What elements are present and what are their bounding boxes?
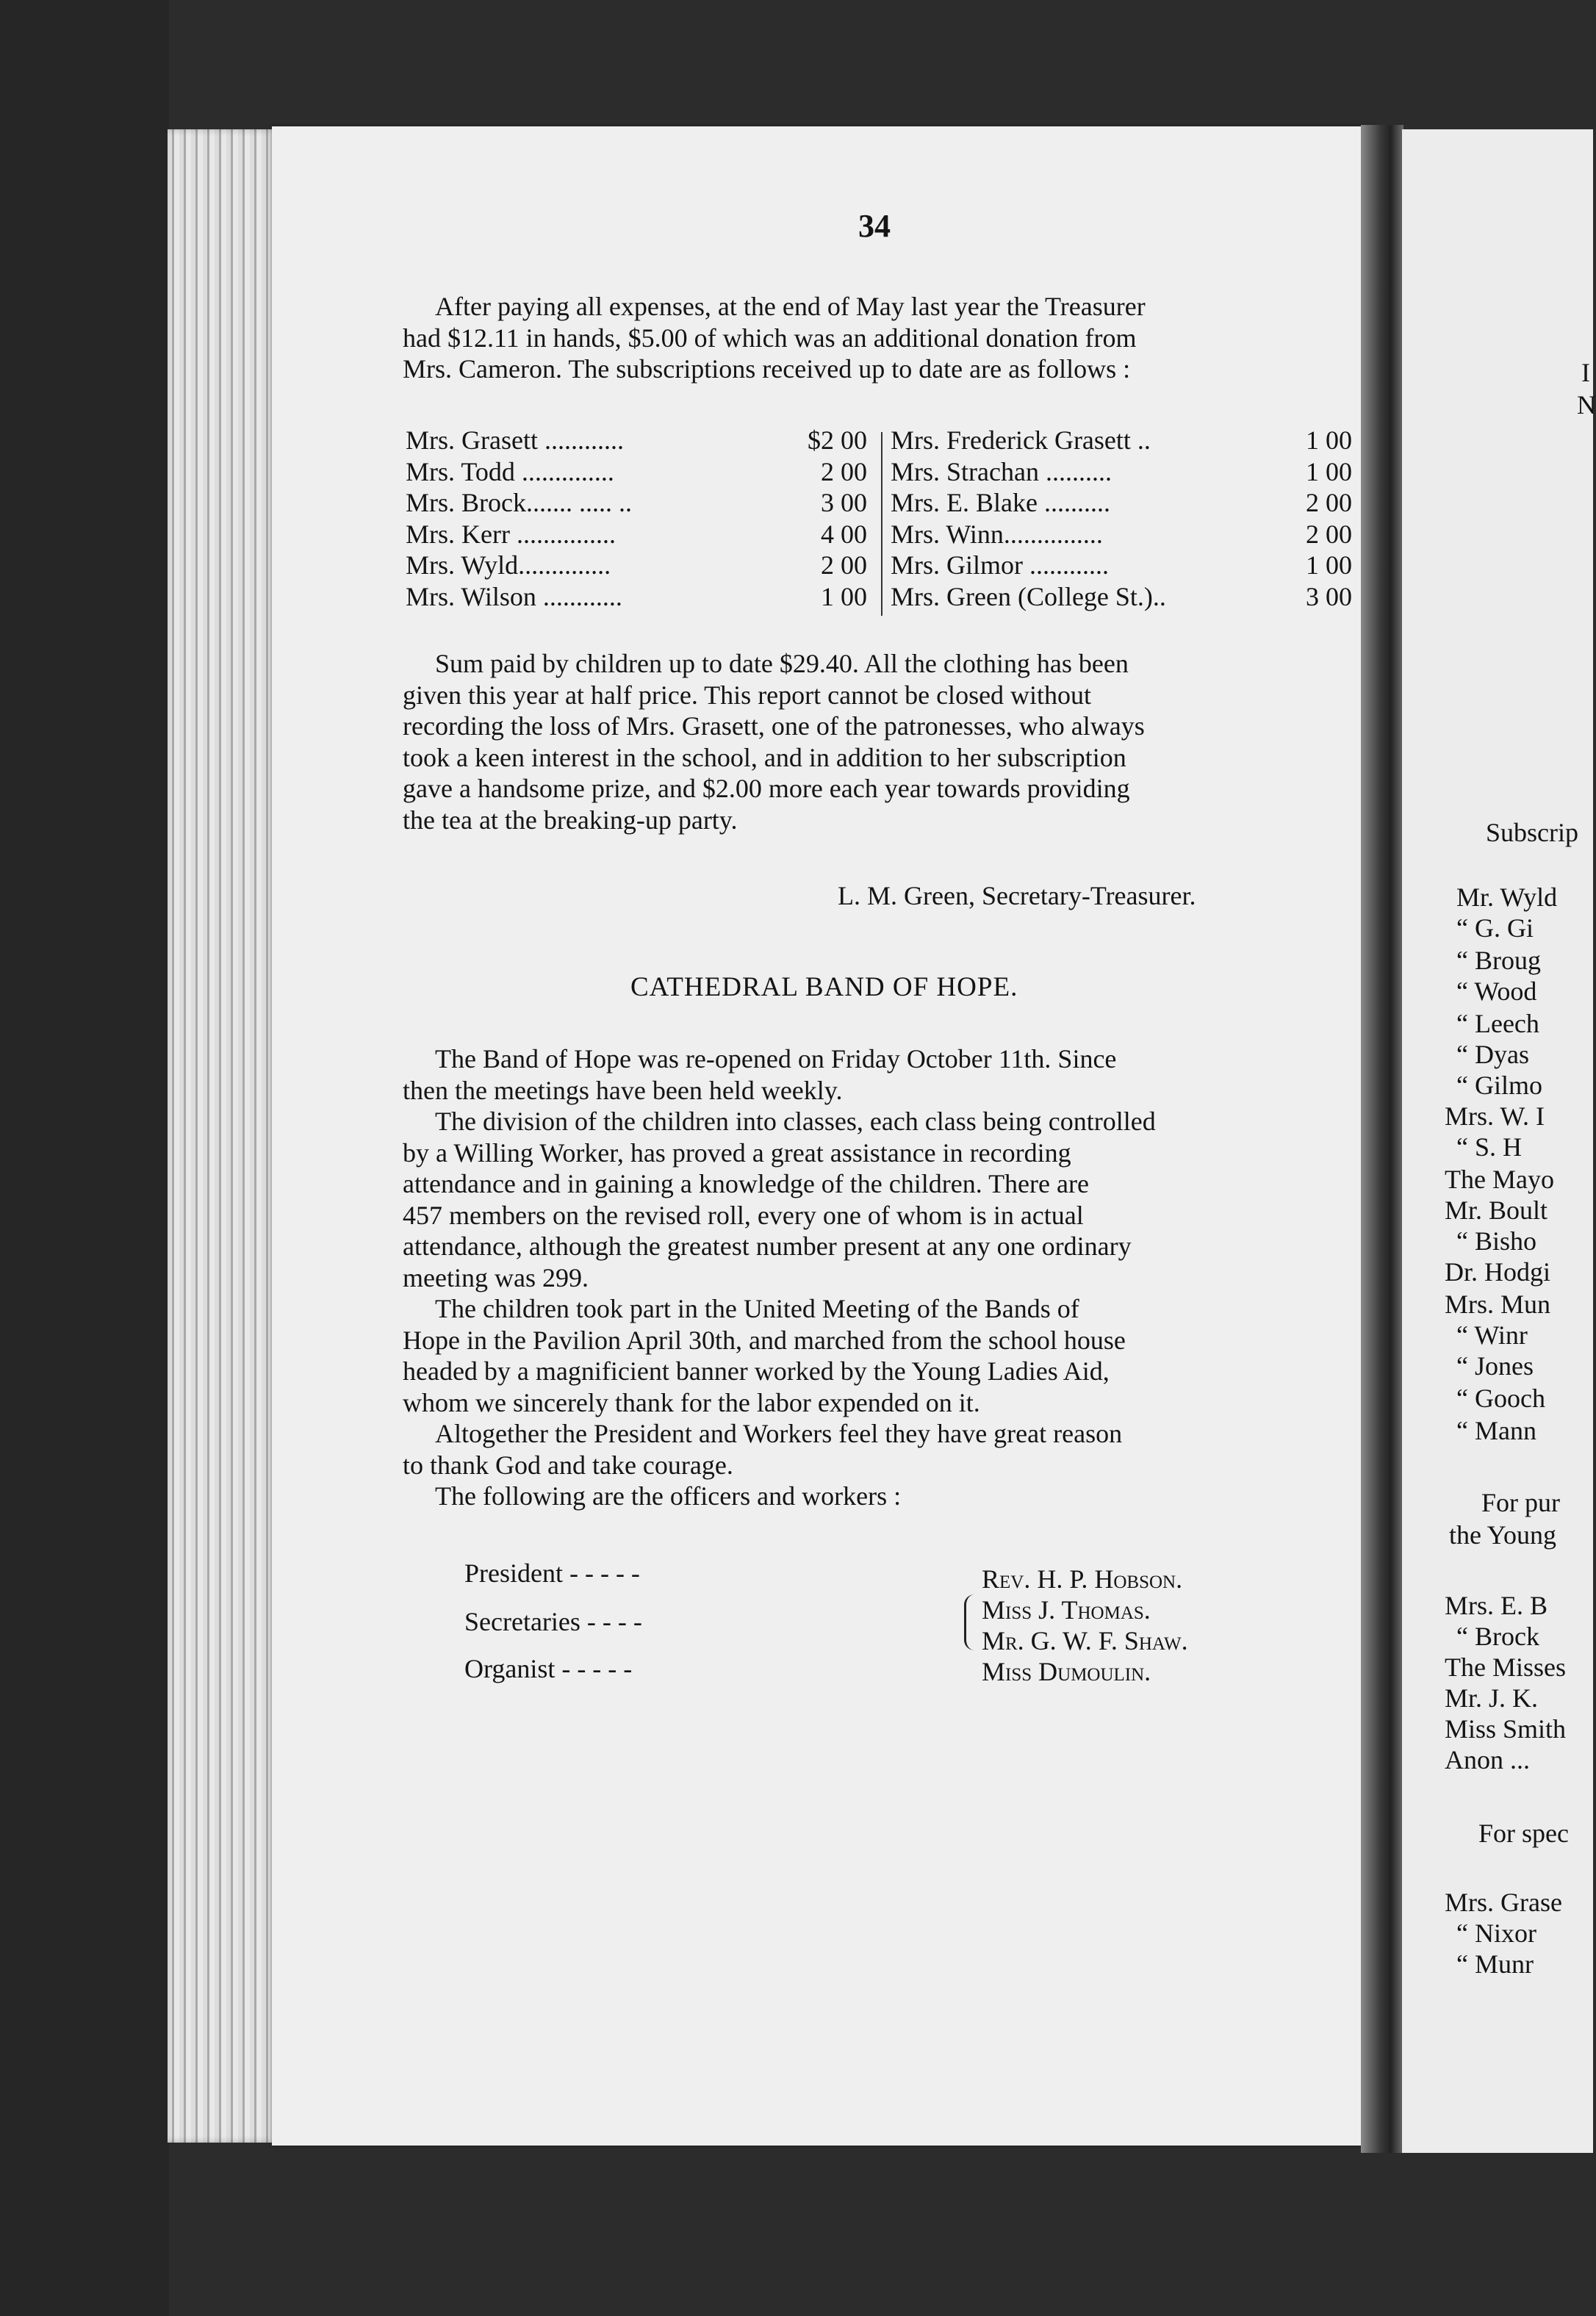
- right-page-text: Mrs. E. B: [1445, 1591, 1548, 1620]
- right-page-text: “ Munr: [1456, 1949, 1534, 1979]
- subscriber-name: Mrs. Winn...............: [891, 519, 1103, 549]
- subscription-amount: 4 00: [821, 519, 867, 549]
- text-line: given this year at half price. This report cannot be closed without: [403, 680, 1092, 710]
- right-page-text: Anon ...: [1445, 1745, 1530, 1774]
- right-page-text: “ Dyas: [1456, 1040, 1529, 1069]
- right-page-text: “ Gilmo: [1456, 1071, 1542, 1100]
- subscription-amount: 1 00: [1306, 456, 1352, 486]
- page-number: 34: [858, 208, 891, 244]
- right-page-text: “ G. Gi: [1456, 913, 1534, 943]
- text-line: recording the loss of Mrs. Grasett, one of the patronesses, who always: [403, 711, 1145, 741]
- text-line: The Band of Hope was re-opened on Friday October 11th. Since: [435, 1044, 1117, 1074]
- officer-role: Organist - - - - -: [464, 1654, 633, 1683]
- subscription-amount: 2 00: [1306, 519, 1352, 549]
- text-line: Sum paid by children up to date $29.40. All the clothing has been: [435, 649, 1129, 678]
- subscriber-name: Mrs. Wyld..............: [406, 550, 611, 580]
- text-line: headed by a magnificient banner worked by the Young Ladies Aid,: [403, 1356, 1110, 1386]
- text-line: After paying all expenses, at the end of May last year the Treasurer: [435, 292, 1146, 321]
- right-page-text: Mr. Wyld: [1456, 882, 1558, 912]
- text-line: by a Willing Worker, has proved a great assistance in recording: [403, 1137, 1071, 1168]
- right-page-text: Mr. Boult: [1445, 1195, 1548, 1225]
- right-page-text: Miss Smith: [1445, 1714, 1567, 1744]
- microfilm-left-margin: [0, 0, 169, 2316]
- officer-name: Miss J. Thomas.: [982, 1595, 1151, 1625]
- text-line: to thank God and take courage.: [403, 1450, 733, 1480]
- right-page-text: I: [1581, 358, 1590, 387]
- subscriber-name: Mrs. Strachan ..........: [891, 456, 1112, 486]
- subscription-row: [406, 581, 867, 613]
- right-page-text: The Misses: [1445, 1653, 1566, 1682]
- subscription-row: [891, 581, 1352, 613]
- right-page-text: The Mayo: [1445, 1165, 1554, 1194]
- subscriber-name: Mrs. Green (College St.)..: [891, 581, 1166, 611]
- text-line: Hope in the Pavilion April 30th, and marched from the school house: [403, 1325, 1126, 1355]
- right-page-text: “ Leech: [1456, 1009, 1539, 1038]
- right-page-text: Mr. J. K.: [1445, 1683, 1539, 1713]
- right-page-text: the Young: [1449, 1520, 1557, 1550]
- subscription-amount: 2 00: [821, 550, 867, 580]
- subscription-amount: 2 00: [1306, 488, 1352, 517]
- subscriptions-right-column: [891, 425, 1352, 612]
- subscriber-name: Mrs. E. Blake ..........: [891, 488, 1110, 517]
- subscription-amount: 2 00: [821, 456, 867, 486]
- right-page-text: “ Jones: [1456, 1351, 1534, 1381]
- subscription-row: [406, 519, 867, 550]
- officer-name: Miss Dumoulin.: [982, 1657, 1151, 1686]
- right-page-text: “ Gooch: [1456, 1384, 1545, 1413]
- subscription-row: [891, 519, 1352, 550]
- text-line: whom we sincerely thank for the labor expended on it.: [403, 1387, 980, 1417]
- right-page-text: “ Nixor: [1456, 1918, 1536, 1948]
- right-page-text: Mrs. W. I: [1445, 1101, 1545, 1131]
- right-page-text: For spec: [1478, 1819, 1569, 1848]
- book-gutter: [1361, 125, 1403, 2153]
- text-line: the tea at the breaking-up party.: [403, 805, 738, 835]
- text-line: attendance, although the greatest number present at any one ordinary: [403, 1231, 1132, 1261]
- subscription-row: [891, 425, 1352, 456]
- right-page-text: Mrs. Grase: [1445, 1888, 1562, 1917]
- right-page-text: “ Bisho: [1456, 1226, 1537, 1256]
- column-divider: [881, 432, 883, 616]
- right-page-text: N: [1577, 390, 1596, 420]
- text-line: then the meetings have been held weekly.: [403, 1075, 843, 1105]
- intro-paragraph: [403, 291, 1351, 385]
- right-page-text: Dr. Hodgi: [1445, 1257, 1550, 1287]
- right-page-text: “ Wood: [1456, 977, 1537, 1006]
- subscription-row: [406, 550, 867, 581]
- subscription-amount: 3 00: [1306, 581, 1352, 611]
- subscriber-name: Mrs. Wilson ............: [406, 581, 622, 611]
- text-line: gave a handsome prize, and $2.00 more each year towards providing: [403, 774, 1130, 803]
- text-line: The children took part in the United Meeting of the Bands of: [435, 1294, 1079, 1323]
- subscription-row: [891, 487, 1352, 519]
- text-line: The following are the officers and workers :: [435, 1481, 902, 1511]
- text-line: attendance and in gaining a knowledge of the children. There are: [403, 1169, 1089, 1198]
- text-line: Altogether the President and Workers feel they have great reason: [435, 1419, 1123, 1448]
- text-line: had $12.11 in hands, $5.00 of which was an additional donation from: [403, 323, 1137, 353]
- subscription-amount: 1 00: [821, 581, 867, 611]
- subscriber-name: Mrs. Grasett ............: [406, 425, 624, 455]
- right-page-text: Subscrip: [1486, 818, 1578, 847]
- text-line: Mrs. Cameron. The subscriptions received up to date are as follows :: [403, 354, 1131, 384]
- right-page-text: Mrs. Mun: [1445, 1290, 1551, 1319]
- subscription-amount: 1 00: [1306, 425, 1352, 455]
- text-line: took a keen interest in the school, and in addition to her subscription: [403, 742, 1126, 772]
- officer-role: President - - - - -: [464, 1558, 640, 1588]
- subscription-row: [406, 425, 867, 456]
- subscription-amount: 3 00: [821, 488, 867, 517]
- subscriber-name: Mrs. Todd ..............: [406, 456, 614, 486]
- section-heading: CATHEDRAL BAND OF HOPE.: [630, 972, 1018, 1002]
- officer-name: Mr. G. W. F. Shaw.: [982, 1626, 1188, 1655]
- sum-paragraph: [403, 648, 1351, 835]
- text-line: meeting was 299.: [403, 1262, 589, 1292]
- band-of-hope-text: [403, 1043, 1351, 1512]
- subscriptions-left-column: [406, 425, 867, 612]
- right-page-text: “ Winr: [1456, 1320, 1528, 1350]
- right-page-text: “ Mann: [1456, 1416, 1536, 1445]
- subscriber-name: Mrs. Brock....... ..... ..: [406, 488, 632, 517]
- subscriber-name: Mrs. Frederick Grasett ..: [891, 425, 1151, 455]
- brace-symbol: [964, 1594, 978, 1650]
- subscriber-name: Mrs. Kerr ...............: [406, 519, 616, 549]
- subscription-row: [891, 456, 1352, 488]
- subscription-row: [406, 487, 867, 519]
- officer-role: Secretaries - - - -: [464, 1607, 642, 1636]
- right-page-text: “ S. H: [1456, 1132, 1522, 1162]
- text-line: The division of the children into classes, each class being controlled: [435, 1107, 1156, 1136]
- subscription-amount: $2 00: [808, 425, 867, 455]
- subscription-row: [406, 456, 867, 488]
- page-edge-stack: [168, 129, 278, 2143]
- right-page-text: For pur: [1481, 1488, 1560, 1517]
- subscription-amount: 1 00: [1306, 550, 1352, 580]
- right-page-text: “ Brock: [1456, 1622, 1539, 1651]
- subscriber-name: Mrs. Gilmor ............: [891, 550, 1109, 580]
- text-line: 457 members on the revised roll, every one of whom is in actual: [403, 1200, 1084, 1230]
- signature: L. M. Green, Secretary-Treasurer.: [838, 881, 1196, 910]
- subscription-row: [891, 550, 1352, 581]
- right-page-text: “ Broug: [1456, 946, 1541, 975]
- officer-name: Rev. H. P. Hobson.: [982, 1564, 1183, 1594]
